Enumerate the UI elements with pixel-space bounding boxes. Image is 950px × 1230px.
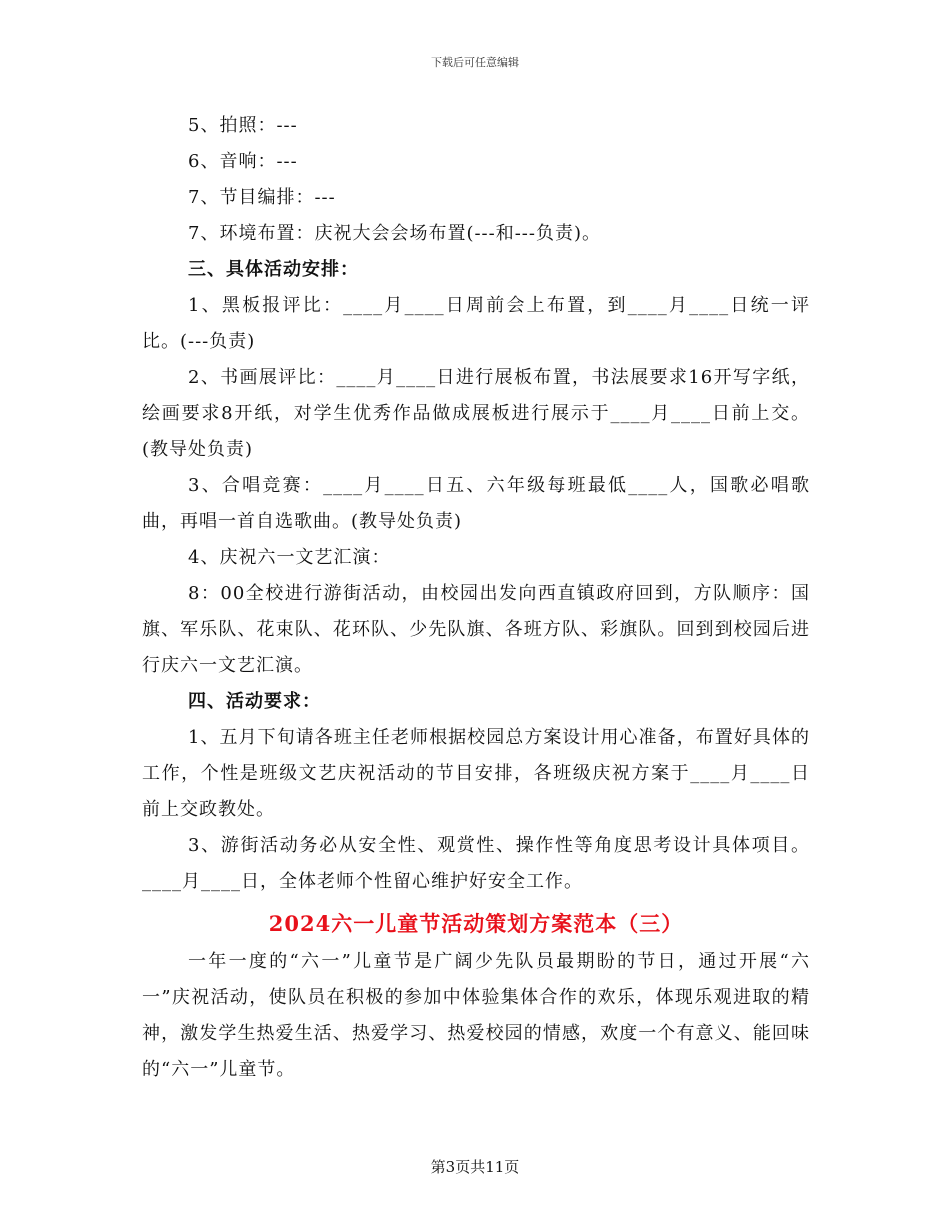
paragraph: 4、庆祝六一文艺汇演： — [188, 547, 391, 568]
paragraph: 2、书画展评比：____月____日进行展板布置，书法展要求16开写字纸，绘画要求8开纸，对学生优秀作品做成展板进行展示于____月____日前上交。(教导处负责) — [142, 367, 810, 460]
paragraph: 1、黑板报评比：____月____日周前会上布置，到____月____日统一评比。(---负责) — [142, 295, 810, 352]
section-heading: 三、具体活动安排： — [188, 259, 359, 280]
paragraph: 1、五月下旬请各班主任老师根据校园总方案设计用心准备，布置好具体的工作，个性是班级文艺庆祝活动的节目安排，各班级庆祝方案于____月____日前上交政教处。 — [142, 727, 810, 820]
paragraph: 3、游街活动务必从安全性、观赏性、操作性等角度思考设计具体项目。____月____日，全体老师个性留心维护好安全工作。 — [142, 835, 810, 892]
document-body — [142, 108, 810, 1088]
paragraph: 8：00全校进行游街活动，由校园出发向西直镇政府回到，方队顺序：国旗、军乐队、花束队、花环队、少先队旗、各班方队、彩旗队。回到到校园后进行庆六一文艺汇演。 — [142, 583, 810, 676]
paragraph: 5、拍照：--- — [188, 115, 298, 136]
page-footer: 第3页共11页 — [430, 1158, 520, 1176]
paragraph: 3、合唱竞赛：____月____日五、六年级每班最低____人，国歌必唱歌曲，再唱一首自选歌曲。(教导处负责) — [142, 475, 810, 532]
paragraph: 7、节目编排：--- — [188, 187, 336, 208]
section-title: 2024六一儿童节活动策划方案范本（三） — [268, 911, 684, 936]
paragraph: 7、环境布置：庆祝大会会场布置(---和---负责)。 — [188, 223, 601, 244]
paragraph: 6、音响：--- — [188, 151, 298, 172]
page-header-note: 下载后可任意编辑 — [431, 56, 519, 69]
section-heading: 四、活动要求： — [188, 691, 321, 712]
paragraph: 一年一度的“六一”儿童节是广阔少先队员最期盼的节日，通过开展“六一”庆祝活动，使队员在积极的参加中体验集体合作的欢乐，体现乐观进取的精神，激发学生热爱生活、热爱学习、热爱校园的情感，欢度一个有意义、能回味的“六一”儿童节。 — [142, 951, 810, 1080]
